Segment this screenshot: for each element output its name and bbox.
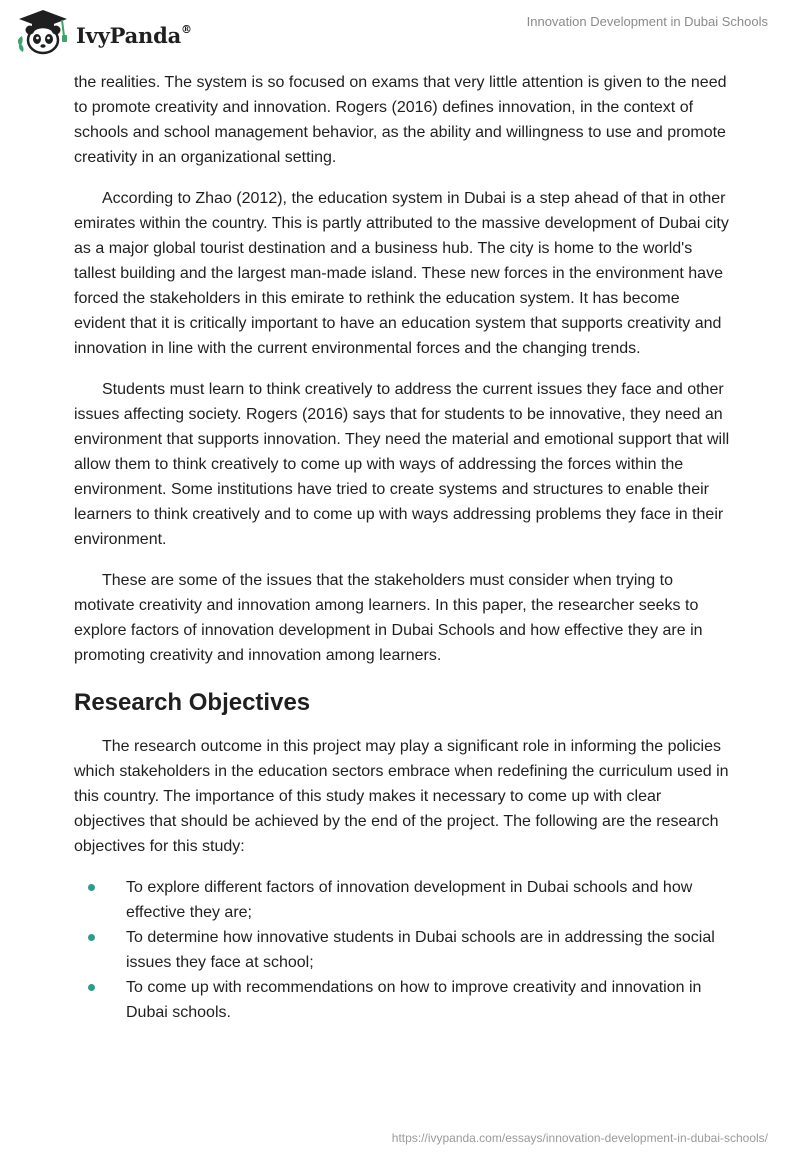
- paragraph: These are some of the issues that the stakeholders must consider when trying to motivate creativity and innovation among learners. In this paper, the researcher seeks to explore factors of innovation development in Dubai Schools and how effective they are in promoting creativity and innovation among learners.: [74, 572, 703, 664]
- brand-name: IvyPanda®: [76, 22, 192, 48]
- essay-body: [74, 70, 734, 1025]
- source-url[interactable]: https://ivypanda.com/essays/innovation-development-in-dubai-schools/: [391, 1131, 768, 1145]
- bullet-icon: [88, 884, 95, 891]
- list-item-text: To determine how innovative students in Dubai schools are in addressing the social issues they face at school;: [126, 929, 715, 971]
- list-item: [74, 925, 734, 975]
- list-item: [74, 975, 734, 1025]
- list-item-text: To come up with recommendations on how to improve creativity and innovation in Dubai schools.: [126, 979, 702, 1021]
- paragraph: According to Zhao (2012), the education system in Dubai is a step ahead of that in other emirates within the country. This is partly attributed to the massive development of Dubai city as a major global tourist destination and a business hub. The city is home to the world's tallest building and the largest man-made island. These new forces in the environment have forced the stakeholders in this emirate to rethink the education system. It has become evident that it is critically important to have an education system that supports creativity and innovation in line with the current environmental forces and the changing trends.: [74, 190, 729, 357]
- section-heading-research-objectives: Research Objectives: [74, 689, 311, 716]
- paragraph: Students must learn to think creatively to address the current issues they face and other issues affecting society. Rogers (2016) says that for students to be innovative, they need an environment that supports innovation. They need the material and emotional support that will allow them to think creatively to come up with ways of addressing the forces within the environment. Some institutions have tried to create systems and structures to enable their learners to think creatively and to come up with ways addressing problems they face in their environment.: [74, 381, 730, 548]
- panda-graduate-icon: [14, 6, 72, 58]
- bullet-icon: [88, 934, 95, 941]
- list-item: [74, 875, 734, 925]
- bullet-icon: [88, 984, 95, 991]
- brand-logo[interactable]: [14, 6, 192, 58]
- paragraph: The research outcome in this project may play a significant role in informing the policies which stakeholders in the education sectors embrace when redefining the curriculum used in this country. The importance of this study makes it necessary to come up with clear objectives that should be achieved by the end of the project. The following are the research objectives for this study:: [74, 738, 729, 855]
- paragraph-continuation: the realities. The system is so focused on exams that very little attention is given to the need to promote creativity and innovation. Rogers (2016) defines innovation, in the context of schools and school management behavior, as the ability and willingness to use and promote creativity in an organizational setting.: [74, 74, 727, 166]
- document-title: Innovation Development in Dubai Schools: [526, 14, 768, 29]
- page-header: [0, 0, 800, 70]
- registered-mark: ®: [181, 22, 192, 36]
- list-item-text: To explore different factors of innovation development in Dubai schools and how effective they are;: [126, 879, 693, 921]
- objectives-list: [74, 875, 734, 1025]
